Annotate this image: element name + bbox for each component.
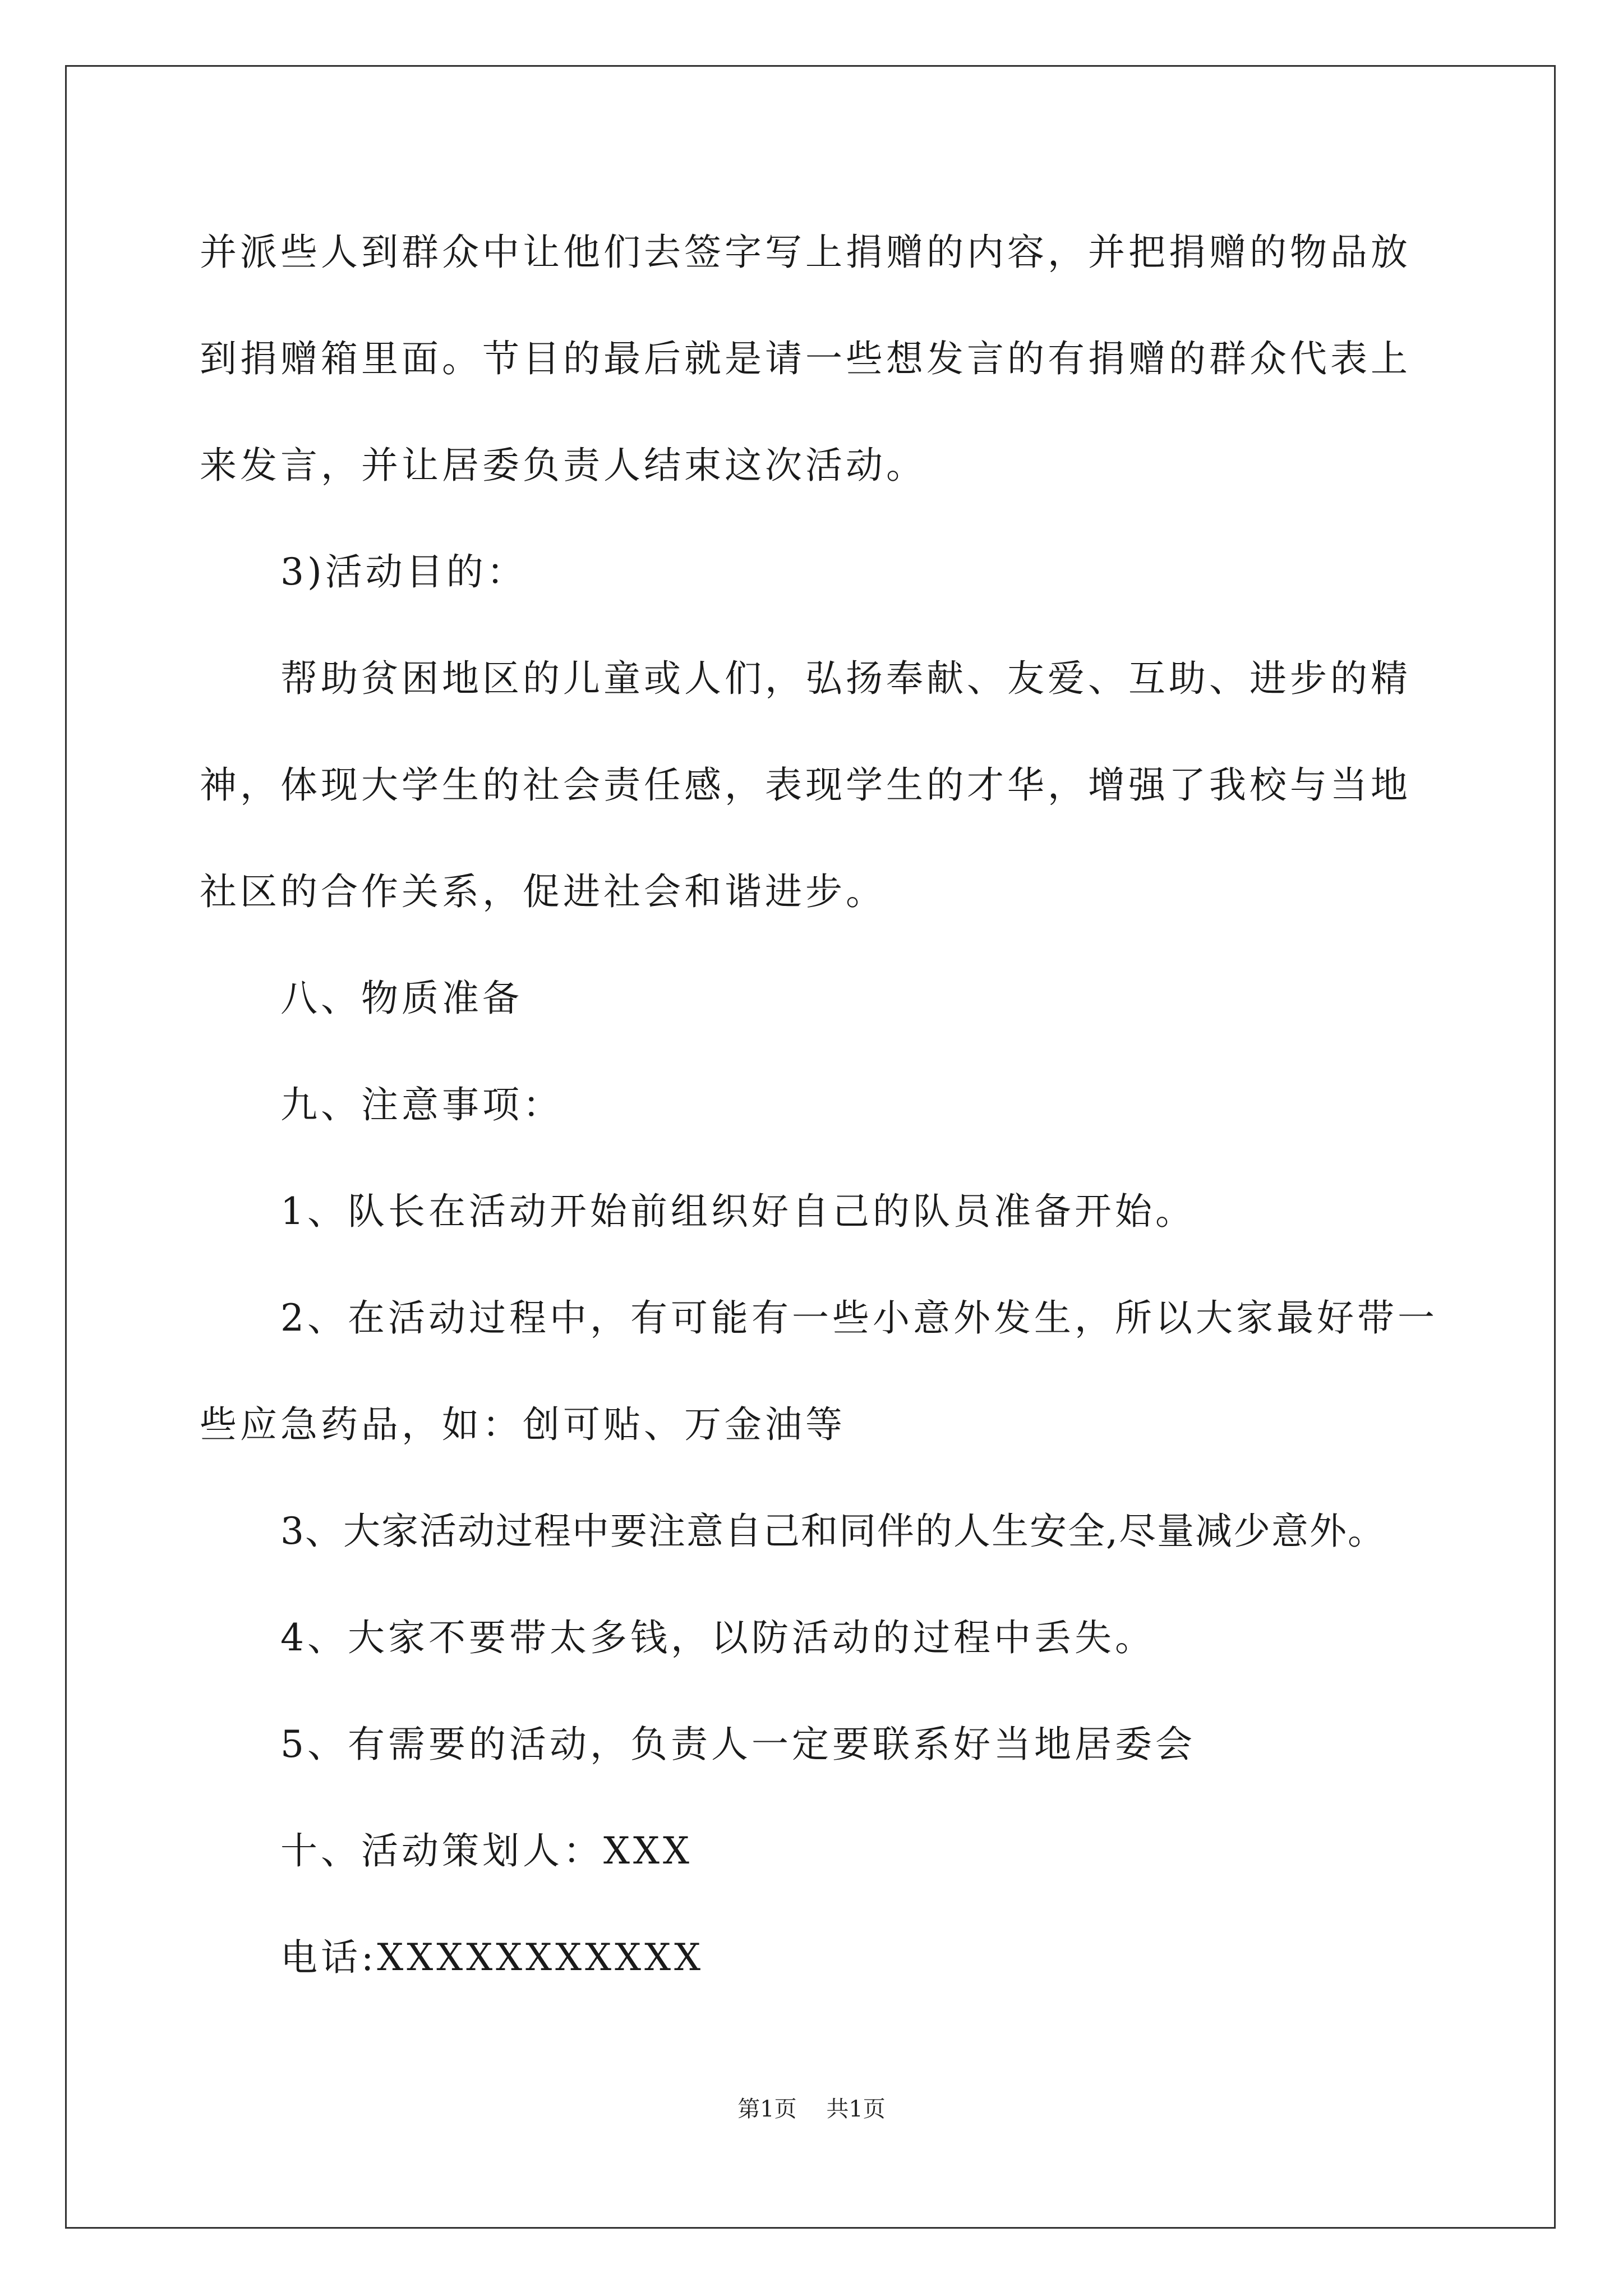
section-heading-purpose: 3)活动目的： [280,550,527,593]
note-item-4: 4、大家不要带太多钱，以防活动的过程中丢失。 [280,1616,1155,1659]
body-line-2: 到捐赠箱里面。节目的最后就是请一些想发言的有捐赠的群众代表上 [200,337,1411,380]
note-item-5: 5、有需要的活动，负责人一定要联系好当地居委会 [280,1723,1196,1766]
body-line-7: 社区的合作关系，促进社会和谐进步。 [200,870,886,913]
page-number-total: 共1页 [826,2096,886,2122]
page-number-current: 第1页 [737,2096,797,2122]
body-line-5: 帮助贫困地区的儿童或人们，弘扬奉献、友爱、互助、进步的精 [280,657,1411,700]
section-heading-notes: 九、注意事项： [280,1083,563,1126]
note-item-2: 2、在活动过程中，有可能有一些小意外发生，所以大家最好带一 [280,1296,1438,1340]
note-item-1: 1、队长在活动开始前组织好自己的队员准备开始。 [280,1190,1196,1233]
note-item-2-cont: 些应急药品，如：创可贴、万金油等 [200,1403,846,1446]
section-heading-materials: 八、物质准备 [280,977,523,1020]
body-line-3: 来发言，并让居委负责人结束这次活动。 [200,444,926,487]
page-footer [0,2095,1623,2123]
phone-line: 电话:XXXXXXXXXXX [280,1936,704,1979]
note-item-3: 3、大家活动过程中要注意自己和同伴的人生安全,尽量减少意外。 [280,1510,1386,1553]
page-frame [65,65,1556,2229]
planner-line: 十、活动策划人：XXX [280,1829,693,1872]
body-line-1: 并派些人到群众中让他们去签字写上捐赠的内容，并把捐赠的物品放 [200,231,1411,274]
body-line-6: 神，体现大学生的社会责任感，表现学生的才华，增强了我校与当地 [200,763,1411,807]
